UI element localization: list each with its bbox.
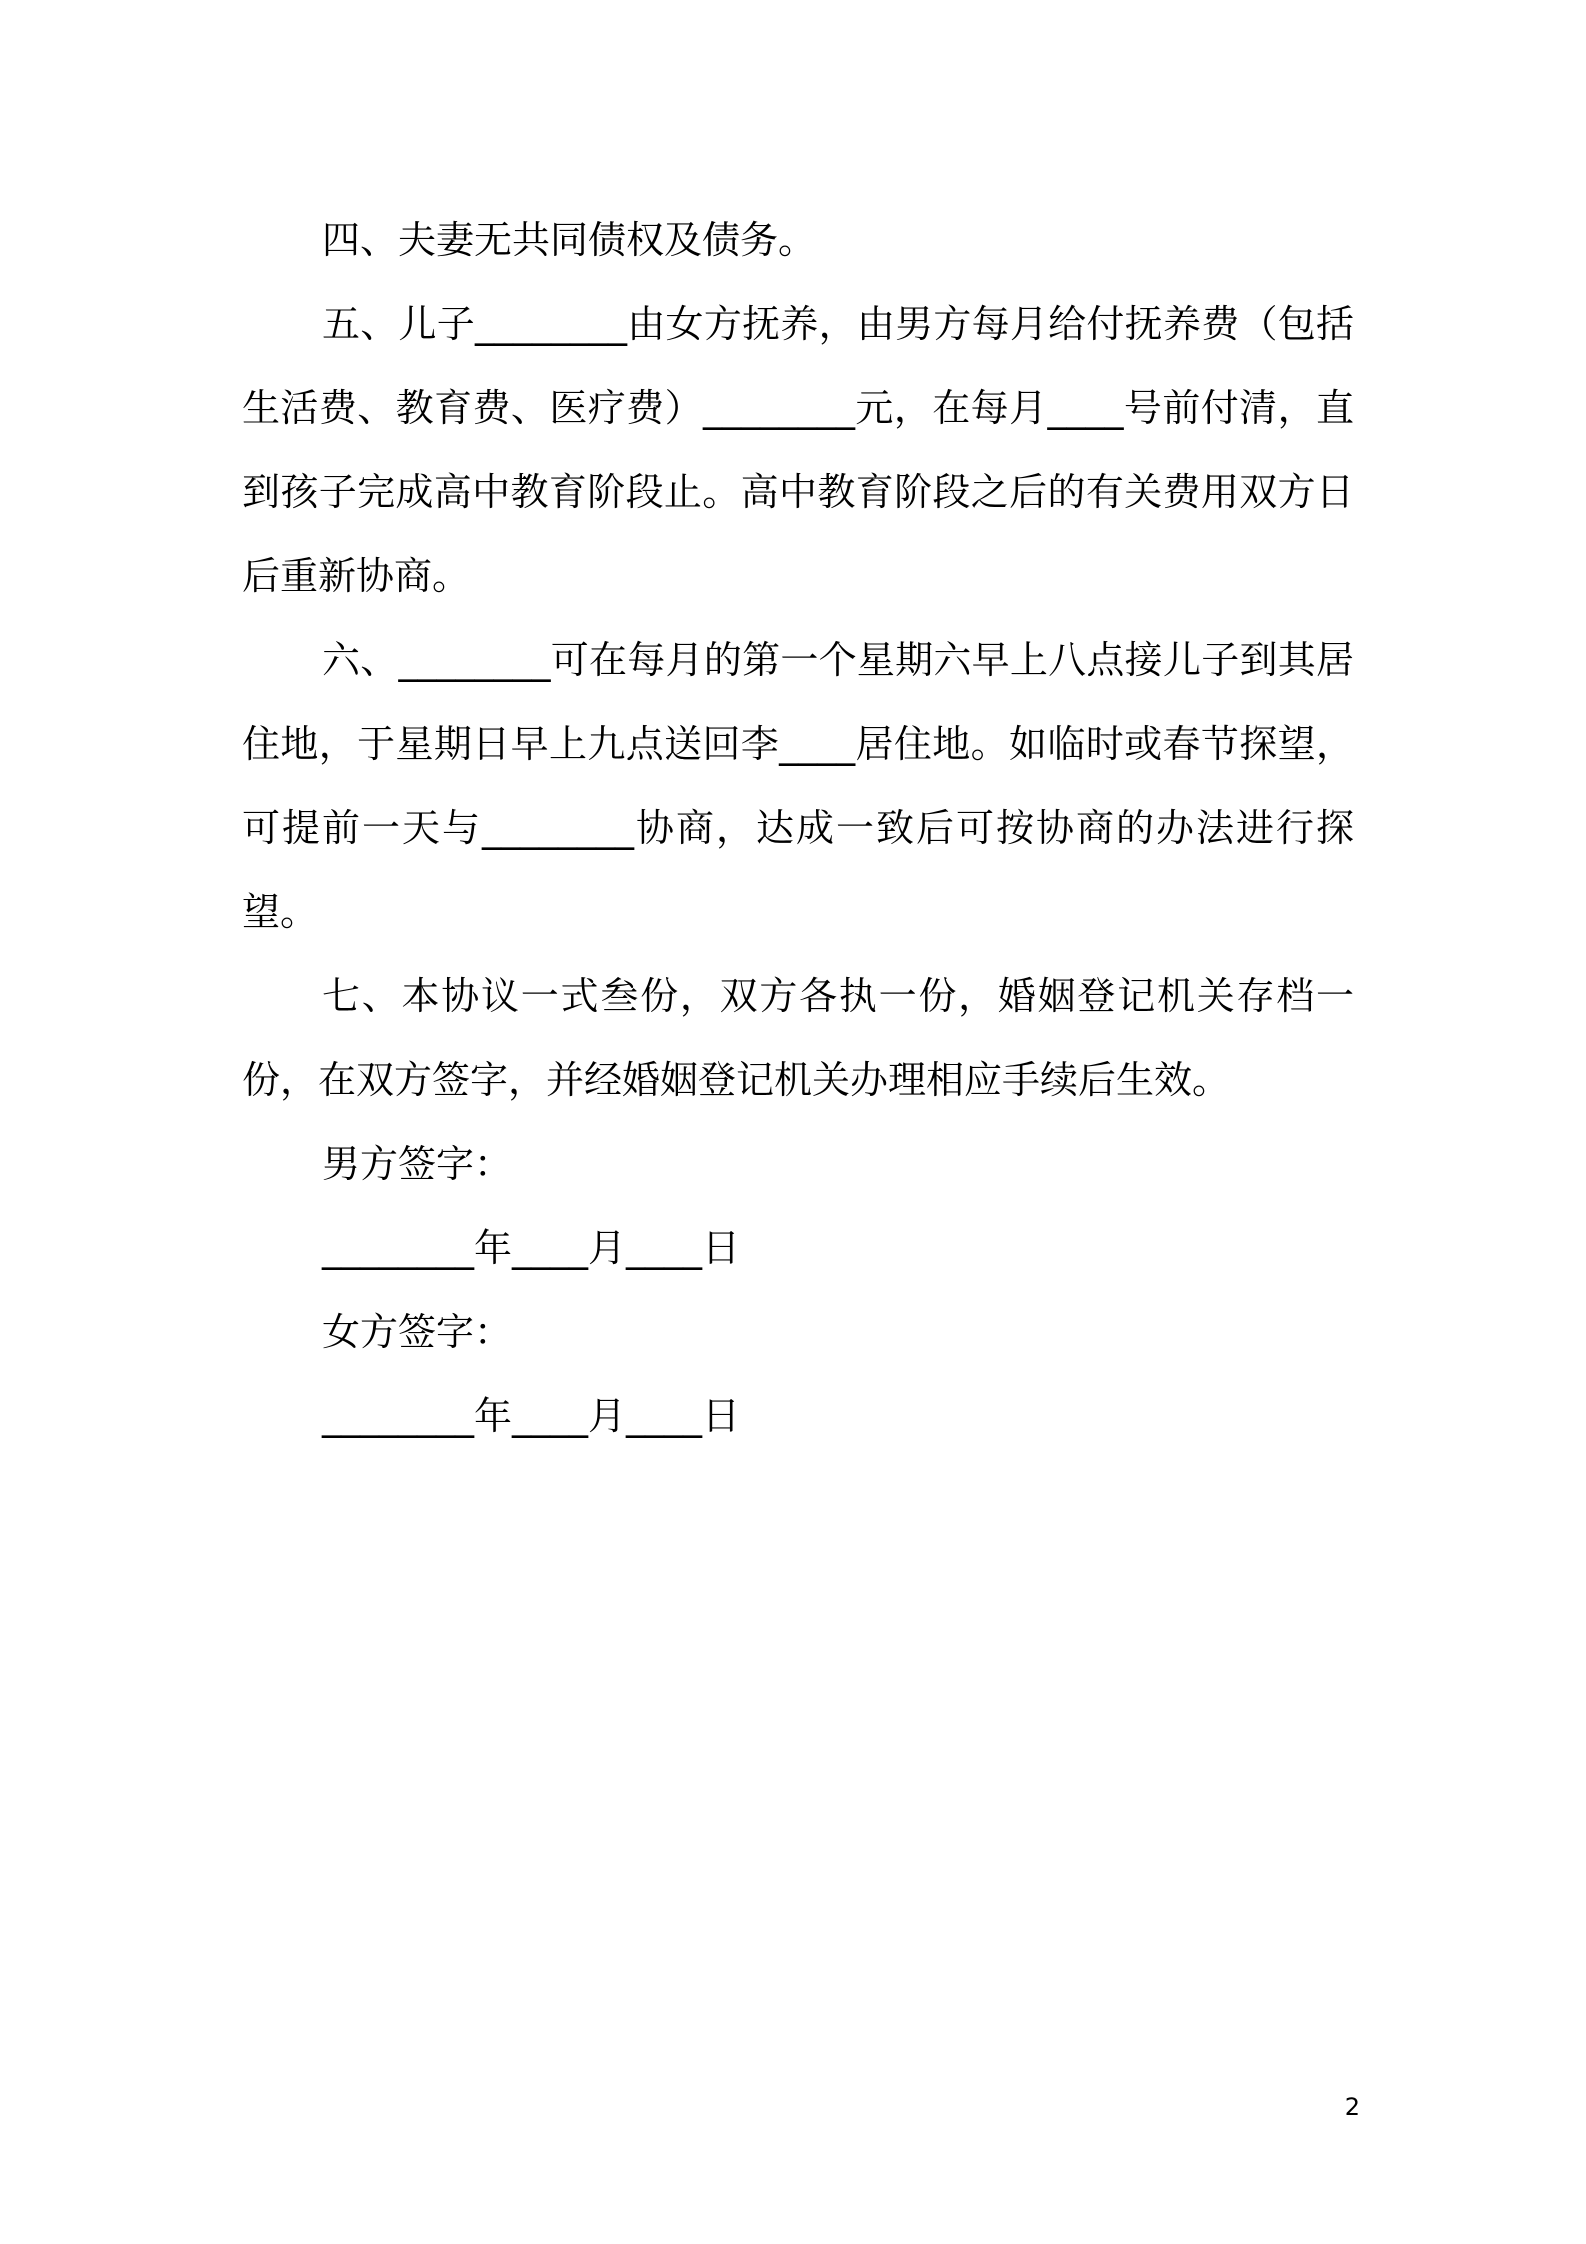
clause-five: 五、儿子________由女方抚养，由男方每月给付抚养费（包括生活费、教育费、医疗费）________元，在每月____号前付清，直到孩子完成高中教育阶段止。高中教育阶段之后的有关费用双方日后重新协商。 (242, 302, 1354, 598)
clause-six: 六、________可在每月的第一个星期六早上八点接儿子到其居住地，于星期日早上九点送回李____居住地。如临时或春节探望，可提前一天与________协商，达成一致后可按协商的办法进行探望。 (242, 638, 1354, 934)
clause-seven: 七、本协议一式叁份，双方各执一份，婚姻登记机关存档一份，在双方签字，并经婚姻登记机关办理相应手续后生效。 (242, 974, 1354, 1102)
document-body (242, 198, 1354, 1458)
male-signature-date: ________年____月____日 (322, 1226, 741, 1270)
female-signature-date: ________年____月____日 (322, 1394, 741, 1438)
clause-four: 四、夫妻无共同债权及债务。 (322, 218, 817, 262)
page-number: 2 (1344, 2093, 1360, 2121)
female-signature-label: 女方签字： (322, 1310, 513, 1354)
male-signature-label: 男方签字： (322, 1142, 513, 1186)
